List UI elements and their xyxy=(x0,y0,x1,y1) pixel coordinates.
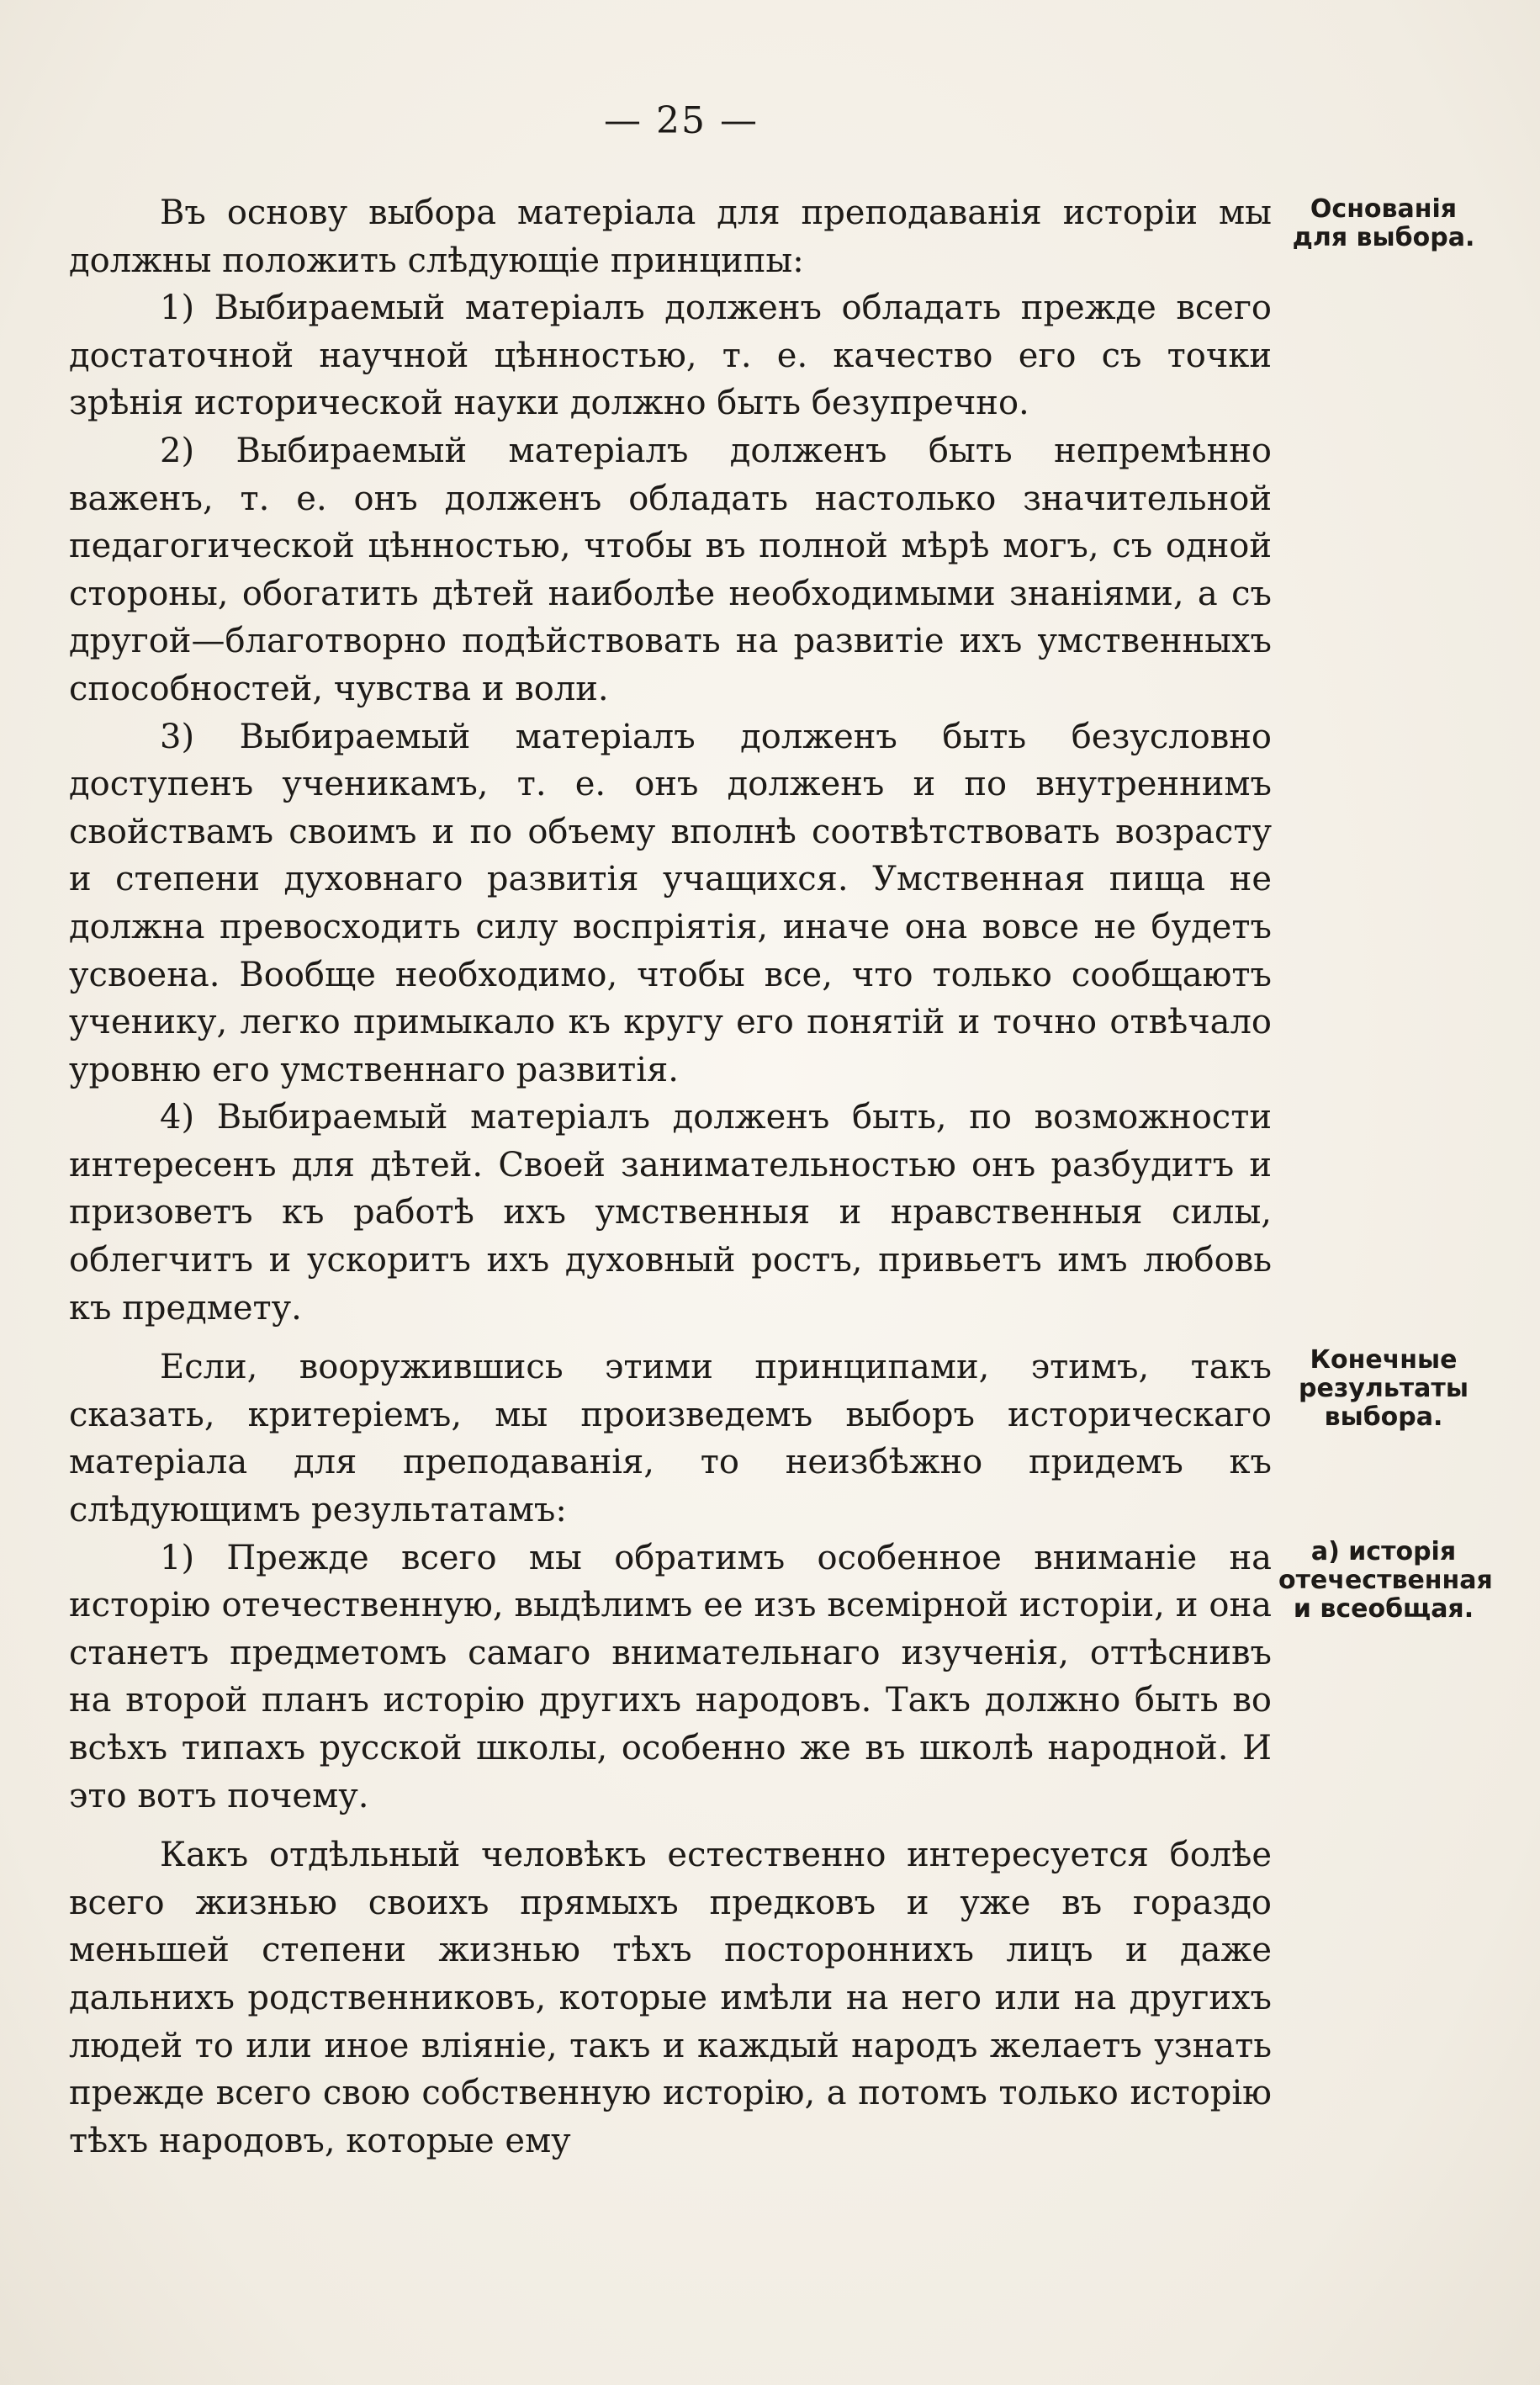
paragraph-principle-4: 4) Выбираемый матеріалъ долженъ быть, по возможности интересенъ для дѣтей. Своей занимательностью онъ разбудитъ и призоветъ къ работѣ ихъ умственныя и нравственныя силы, облегчитъ и ускоритъ ихъ духовный ростъ, привьетъ имъ любовь къ предмету. xyxy=(69,1098,1272,1328)
paragraph-principle-3: 3) Выбираемый матеріалъ долженъ быть безусловно доступенъ ученикамъ, т. е. онъ долженъ и по внутреннимъ свойствамъ своимъ и по объему вполнѣ соотвѣтствовать возрасту и степени духовнаго развитія учащихся. Умственная пища не должна превосходить силу воспріятія, иначе она вовсе не будетъ усвоена. Вообще необходимо, чтобы все, что только сообщаютъ ученику, легко примыкало къ кругу его понятій и точно отвѣчало уровню его умственнаго развитія. xyxy=(69,717,1272,1089)
paragraph-principle-1: 1) Выбираемый матеріалъ долженъ обладать прежде всего достаточной научной цѣнностью, т. е. качество его съ точки зрѣнія исторической науки должно быть безупречно. xyxy=(69,289,1272,423)
paragraph-intro: Въ основу выбора матеріала для преподаванія исторіи мы должны положить слѣдующіе принципы: xyxy=(69,193,1272,280)
margin-note-results: Конечные результаты выбора. xyxy=(1299,1345,1469,1432)
margin-note-basis: Основанія для выбора. xyxy=(1292,194,1475,252)
margin-note-history: а) исторія отечественная и всеобщая. xyxy=(1278,1537,1493,1624)
paragraph-explanation: Какъ отдѣльный человѣкъ естественно интересуется болѣе всего жизнью своихъ прямыхъ предковъ и уже въ гораздо меньшей степени жизнью тѣхъ постороннихъ лицъ и даже дальнихъ родственниковъ, которые имѣли на него или на другихъ людей то или иное вліяніе, такъ и каждый народъ желаетъ узнать прежде всего свою собственную исторію, а потомъ только исторію тѣхъ народовъ, которые ему xyxy=(69,1836,1272,2160)
paragraph-principle-2: 2) Выбираемый матеріалъ долженъ быть непремѣнно важенъ, т. е. онъ долженъ обладать настолько значительной педагогической цѣнностью, чтобы въ полной мѣрѣ могъ, съ одной стороны, обогатить дѣтей наиболѣе необходимыми знаніями, а съ другой—благотворно подѣйствовать на развитіе ихъ умственныхъ способностей, чувства и воли. xyxy=(69,431,1272,708)
body-text xyxy=(69,189,1272,2165)
paragraph-results-intro: Если, вооружившись этими принципами, этимъ, такъ сказать, критеріемъ, мы произведемъ выборъ историческаго матеріала для преподаванія, то неизбѣжно придемъ къ слѣдующимъ результатамъ: xyxy=(69,1348,1272,1530)
paragraph-result-1: 1) Прежде всего мы обратимъ особенное вниманіе на исторію отечественную, выдѣлимъ ее изъ всемірной исторіи, и она станетъ предметомъ самаго внимательнаго изученія, оттѣснивъ на второй планъ исторію другихъ народовъ. Такъ должно быть во всѣхъ типахъ русской школы, особенно же въ школѣ народной. И это вотъ почему. xyxy=(69,1538,1272,1815)
page-number: — 25 — xyxy=(604,99,759,142)
